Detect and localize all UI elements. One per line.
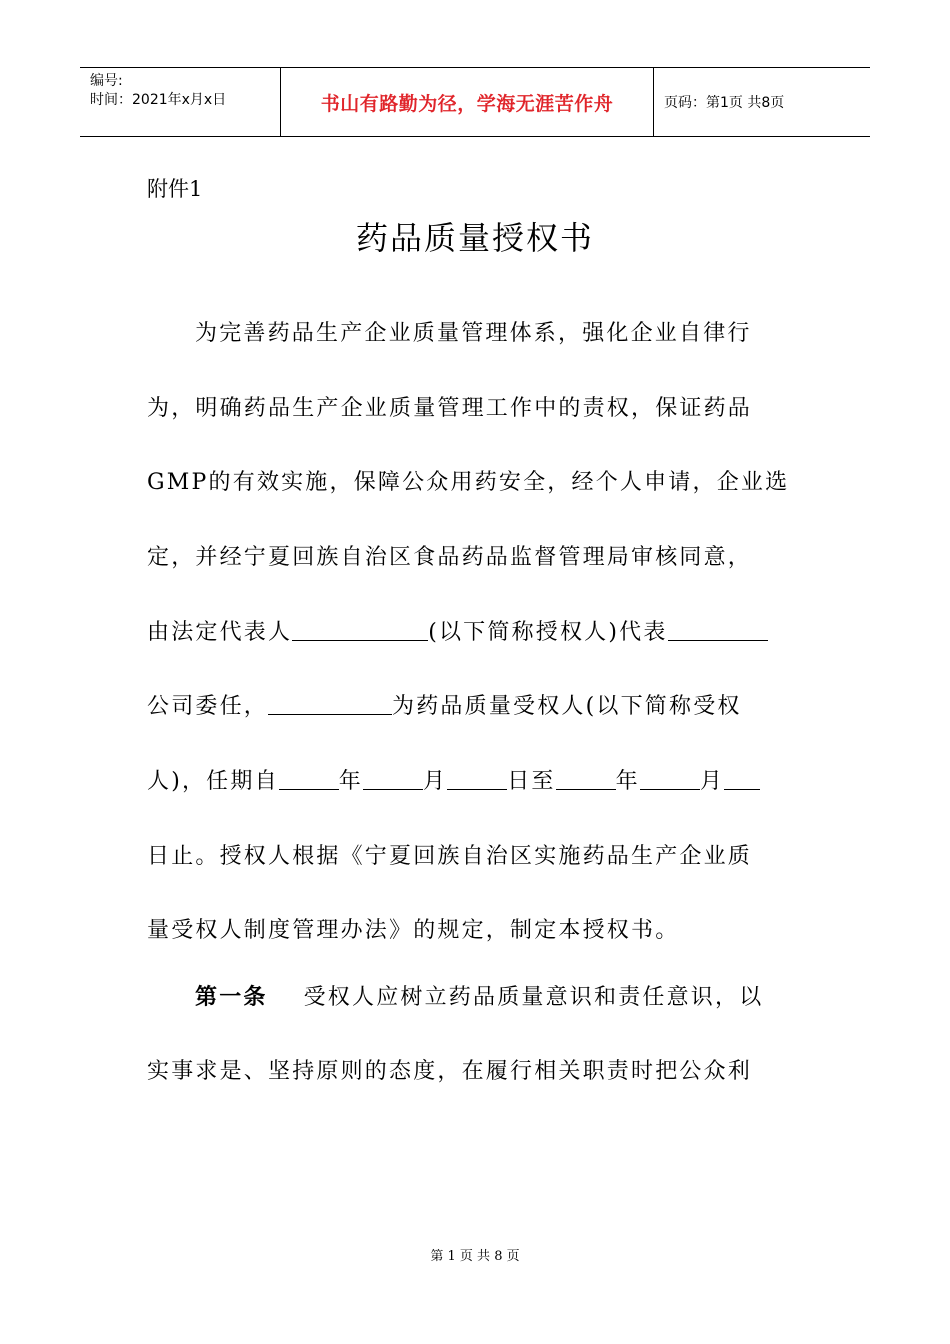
month-label: 月 bbox=[423, 769, 448, 794]
paragraph-line bbox=[147, 691, 807, 723]
time-label: 时间：2021年x月x日 bbox=[90, 92, 227, 108]
paragraph-line: GMP的有效实施，保障公众用药安全，经个人申请，企业选 bbox=[147, 470, 790, 495]
paragraph-line: 量受权人制度管理办法》的规定，制定本授权书。 bbox=[147, 918, 680, 943]
start-month-blank[interactable] bbox=[363, 767, 423, 790]
legal-representative-blank[interactable] bbox=[292, 618, 428, 641]
authorized-person-blank[interactable] bbox=[268, 692, 392, 715]
page-footer: 第 1 页 共 8 页 bbox=[430, 1249, 520, 1264]
text-segment: (以下简称授权人)代表 bbox=[428, 620, 668, 645]
start-year-blank[interactable] bbox=[279, 767, 339, 790]
year-label: 年 bbox=[338, 769, 363, 794]
text-segment: 人)，任期自 bbox=[147, 769, 279, 794]
header-motto-cell bbox=[281, 68, 654, 136]
text-segment: 为药品质量受权人(以下简称受权 bbox=[392, 694, 742, 719]
article-text: 受权人应树立药品质量意识和责任意识，以 bbox=[303, 985, 764, 1010]
article-line bbox=[147, 982, 807, 1014]
motto: 书山有路勤为径，学海无涯苦作舟 bbox=[320, 92, 614, 115]
text-segment: 公司委任， bbox=[147, 694, 269, 719]
paragraph-line: 日止。授权人根据《宁夏回族自治区实施药品生产企业质 bbox=[147, 844, 753, 869]
attachment-label: 附件1 bbox=[147, 177, 203, 201]
year-label: 年 bbox=[615, 769, 640, 794]
start-day-blank[interactable] bbox=[447, 767, 507, 790]
day-to-label: 日至 bbox=[507, 769, 556, 794]
article-label: 第一条 bbox=[195, 985, 268, 1010]
number-label: 编号: bbox=[90, 73, 123, 89]
document-title: 药品质量授权书 bbox=[355, 219, 594, 257]
paragraph-line: 定，并经宁夏回族自治区食品药品监督管理局审核同意， bbox=[147, 545, 753, 570]
paragraph-line bbox=[147, 617, 807, 649]
header-page-cell bbox=[654, 68, 870, 136]
text-segment: 由法定代表人 bbox=[147, 620, 293, 645]
company-name-blank[interactable] bbox=[668, 618, 768, 641]
paragraph-line: 为，明确药品生产企业质量管理工作中的责权，保证药品 bbox=[147, 396, 753, 421]
end-day-blank[interactable] bbox=[724, 767, 760, 790]
month-label: 月 bbox=[699, 769, 725, 794]
paragraph-line: 实事求是、坚持原则的态度，在履行相关职责时把公众利 bbox=[147, 1059, 753, 1084]
paragraph-line: 为完善药品生产企业质量管理体系，强化企业自律行 bbox=[195, 321, 752, 346]
end-year-blank[interactable] bbox=[556, 767, 616, 790]
paragraph-line bbox=[147, 766, 807, 798]
page-info: 页码：第1页 共8页 bbox=[664, 95, 785, 111]
header-left-cell bbox=[80, 68, 281, 136]
end-month-blank[interactable] bbox=[640, 767, 700, 790]
header-table bbox=[80, 67, 870, 137]
